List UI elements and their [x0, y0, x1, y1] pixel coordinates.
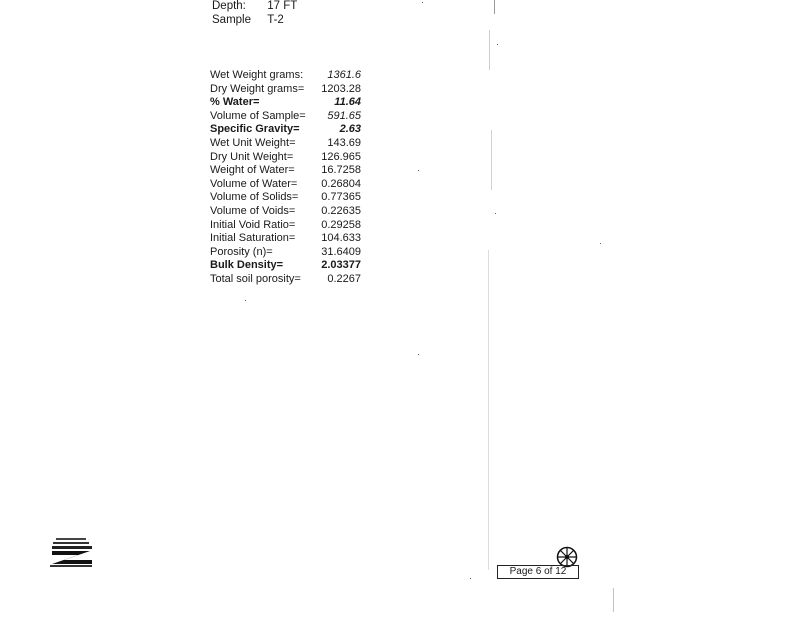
property-row: [210, 219, 365, 233]
property-label: Dry Weight grams=: [210, 82, 305, 95]
property-label: Volume of Voids=: [210, 204, 296, 217]
property-value: 1203.28: [321, 82, 361, 95]
scan-artifact: [495, 213, 496, 214]
company-logo-icon: [50, 536, 94, 568]
property-label: Volume of Water=: [210, 177, 298, 190]
property-value: 31.6409: [321, 245, 361, 258]
scan-artifact: [497, 44, 498, 45]
property-row: [210, 123, 365, 137]
property-value: 2.63: [339, 123, 361, 136]
property-label: Porosity (n)=: [210, 245, 273, 258]
property-row: [210, 137, 365, 151]
property-row: [210, 96, 365, 110]
property-row: [210, 83, 365, 97]
soil-property-table: [210, 69, 365, 287]
property-value: 0.2267: [327, 272, 361, 285]
depth-value: 17 FT: [267, 0, 298, 12]
property-label: Wet Unit Weight=: [210, 136, 296, 149]
property-row: [210, 69, 365, 83]
property-label: Bulk Density=: [210, 259, 284, 272]
property-value: 591.65: [327, 109, 361, 122]
sample-label: Sample: [212, 14, 251, 26]
property-value: 11.64: [334, 96, 361, 109]
scan-artifact: [600, 243, 601, 244]
property-value: 0.29258: [321, 218, 361, 231]
property-value: 16.7258: [321, 164, 361, 177]
property-row: [210, 259, 365, 273]
property-row: [210, 151, 365, 165]
property-label: Dry Unit Weight=: [210, 150, 294, 163]
property-row: [210, 205, 365, 219]
property-row: [210, 246, 365, 260]
property-value: 0.22635: [321, 204, 361, 217]
sample-value: T-2: [267, 14, 284, 26]
scan-artifact: [245, 300, 246, 301]
property-value: 2.03377: [321, 259, 361, 272]
property-label: Volume of Solids=: [210, 191, 299, 204]
scan-artifact: [494, 0, 495, 14]
property-row: [210, 164, 365, 178]
property-value: 104.633: [321, 232, 361, 245]
property-value: 143.69: [327, 136, 361, 149]
property-row: [210, 232, 365, 246]
scan-artifact: [422, 2, 423, 3]
property-label: Specific Gravity=: [210, 123, 300, 136]
scan-artifact: [488, 250, 489, 570]
property-row: [210, 178, 365, 192]
property-label: Initial Saturation=: [210, 232, 296, 245]
property-value: 126.965: [321, 150, 361, 163]
property-value: 0.26804: [321, 177, 361, 190]
property-label: Initial Void Ratio=: [210, 218, 296, 231]
depth-row: [212, 0, 297, 13]
scan-artifact: [489, 30, 490, 70]
scan-artifact: [491, 130, 492, 190]
property-value: 1361.6: [327, 69, 361, 81]
property-label: Volume of Sample=: [210, 109, 306, 122]
property-label: Total soil porosity=: [210, 272, 301, 285]
depth-label: Depth:: [212, 0, 246, 12]
scan-artifact: [470, 578, 471, 579]
scan-artifact: [613, 588, 614, 612]
property-label: % Water=: [210, 96, 260, 109]
property-label: Wet Weight grams:: [210, 69, 304, 81]
property-label: Weight of Water=: [210, 164, 295, 177]
scan-artifact: [418, 170, 419, 171]
page-number-label: Page 6 of 12: [497, 565, 579, 579]
sample-row: [212, 13, 284, 27]
property-row: [210, 110, 365, 124]
scan-artifact: [418, 354, 419, 355]
property-row: [210, 191, 365, 205]
property-value: 0.77365: [321, 191, 361, 204]
property-row: [210, 273, 365, 287]
